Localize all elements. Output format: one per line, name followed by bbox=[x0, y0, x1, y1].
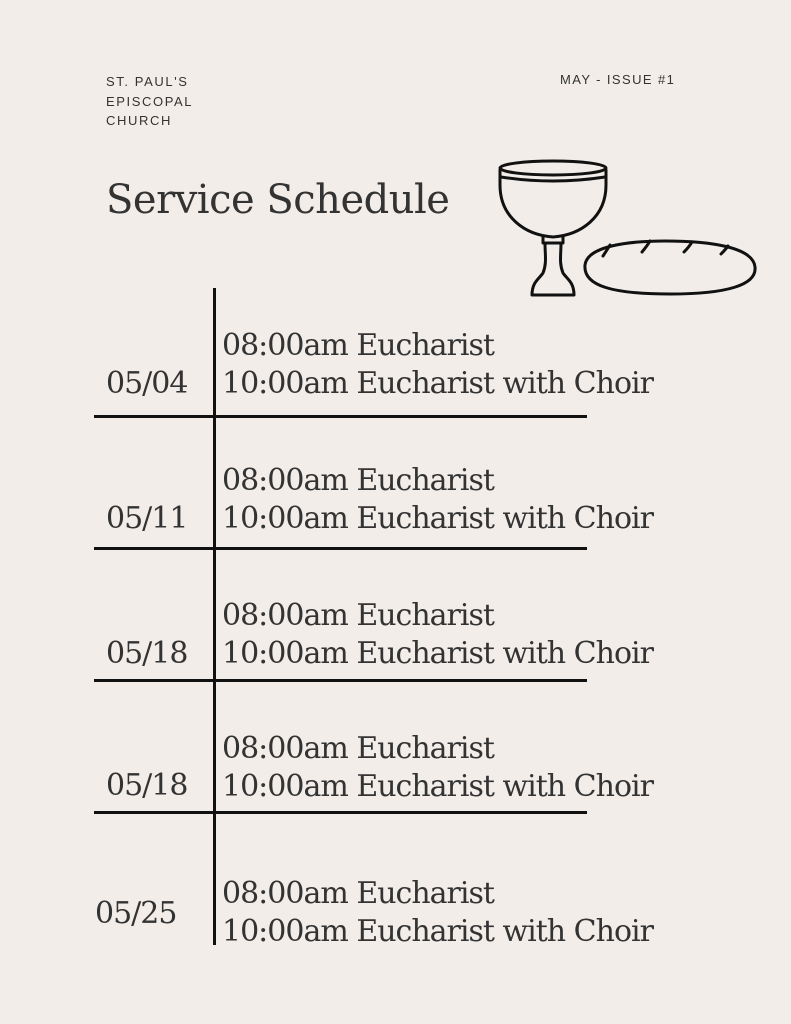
service-list bbox=[222, 730, 653, 806]
service-time: 10:00am Eucharist with Choir bbox=[222, 636, 653, 671]
service-date: 05/11 bbox=[106, 501, 188, 536]
bread-loaf-icon bbox=[585, 241, 755, 294]
page-title: Service Schedule bbox=[106, 176, 450, 223]
communion-illustration bbox=[495, 155, 760, 300]
service-list bbox=[222, 597, 653, 673]
issue-label: MAY - ISSUE #1 bbox=[560, 72, 676, 87]
service-time: 08:00am Eucharist bbox=[222, 876, 494, 911]
service-time: 08:00am Eucharist bbox=[222, 731, 494, 766]
church-name-line: ST. PAUL'S bbox=[106, 74, 189, 89]
church-name bbox=[106, 72, 193, 131]
service-time: 10:00am Eucharist with Choir bbox=[222, 769, 653, 804]
row-divider bbox=[94, 811, 587, 814]
row-divider bbox=[94, 547, 587, 550]
service-list bbox=[222, 327, 653, 403]
service-list bbox=[222, 462, 653, 538]
service-time: 08:00am Eucharist bbox=[222, 598, 494, 633]
service-date: 05/18 bbox=[106, 768, 188, 803]
service-date: 05/18 bbox=[106, 636, 188, 671]
church-name-line: EPISCOPAL bbox=[106, 93, 194, 109]
timeline-vertical-rule bbox=[213, 288, 216, 945]
church-name-line: CHURCH bbox=[106, 113, 172, 128]
service-time: 10:00am Eucharist with Choir bbox=[222, 914, 653, 949]
service-time: 10:00am Eucharist with Choir bbox=[222, 501, 653, 536]
row-divider bbox=[94, 415, 587, 418]
chalice-icon bbox=[500, 161, 606, 295]
service-time: 10:00am Eucharist with Choir bbox=[222, 366, 653, 401]
service-time: 08:00am Eucharist bbox=[222, 463, 494, 498]
row-divider bbox=[94, 679, 587, 682]
service-time: 08:00am Eucharist bbox=[222, 328, 494, 363]
service-date: 05/04 bbox=[106, 366, 188, 401]
service-date: 05/25 bbox=[95, 896, 177, 931]
service-list bbox=[222, 875, 653, 951]
